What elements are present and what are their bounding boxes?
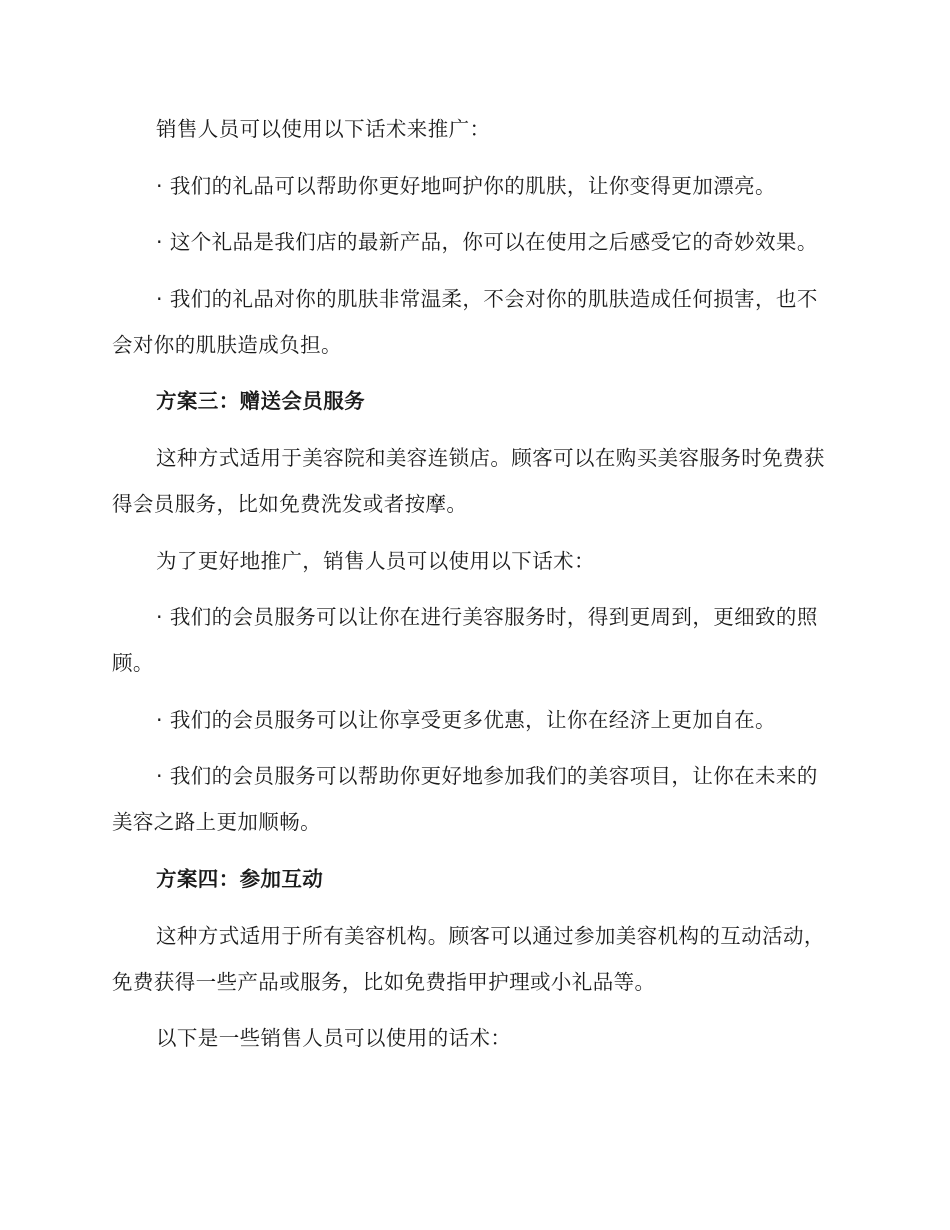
- bullet-gift-care: · 我们的礼品可以帮助你更好地呵护你的肌肤，让你变得更加漂亮。: [156, 173, 776, 198]
- bullet-member-projects: · 我们的会员服务可以帮助你更好地参加我们的美容项目，让你在未来的美容之路上更加顺畅。: [112, 764, 818, 835]
- paragraph-intro: 销售人员可以使用以下话术来推广：: [156, 117, 491, 141]
- bullet-member-care: · 我们的会员服务可以让你在进行美容服务时，得到更周到，更细致的照顾。: [112, 605, 818, 676]
- paragraph-plan-four-intro: 以下是一些销售人员可以使用的话术：: [156, 1026, 512, 1051]
- bullet-member-discount: · 我们的会员服务可以让你享受更多优惠，让你在经济上更加自在。: [156, 707, 776, 732]
- bullet-gift-newest: · 这个礼品是我们店的最新产品，你可以在使用之后感受它的奇妙效果。: [156, 230, 818, 255]
- paragraph-plan-three-desc: 这种方式适用于美容院和美容连锁店。顾客可以在购买美容服务时免费获得会员服务，比如免费洗发或者按摩。: [112, 445, 825, 516]
- paragraph-plan-three-intro: 为了更好地推广，销售人员可以使用以下话术：: [156, 548, 595, 573]
- paragraph-plan-four-desc: 这种方式适用于所有美容机构。顾客可以通过参加美容机构的互动活动，免费获得一些产品或服务，比如免费指甲护理或小礼品等。: [112, 923, 825, 994]
- document-page: [112, 106, 834, 1061]
- bullet-gift-gentle: · 我们的礼品对你的肌肤非常温柔，不会对你的肌肤造成任何损害，也不会对你的肌肤造成负担。: [112, 286, 818, 357]
- section-heading-plan-four: 方案四：参加互动: [156, 866, 324, 891]
- section-heading-plan-three: 方案三：赠送会员服务: [156, 389, 365, 414]
